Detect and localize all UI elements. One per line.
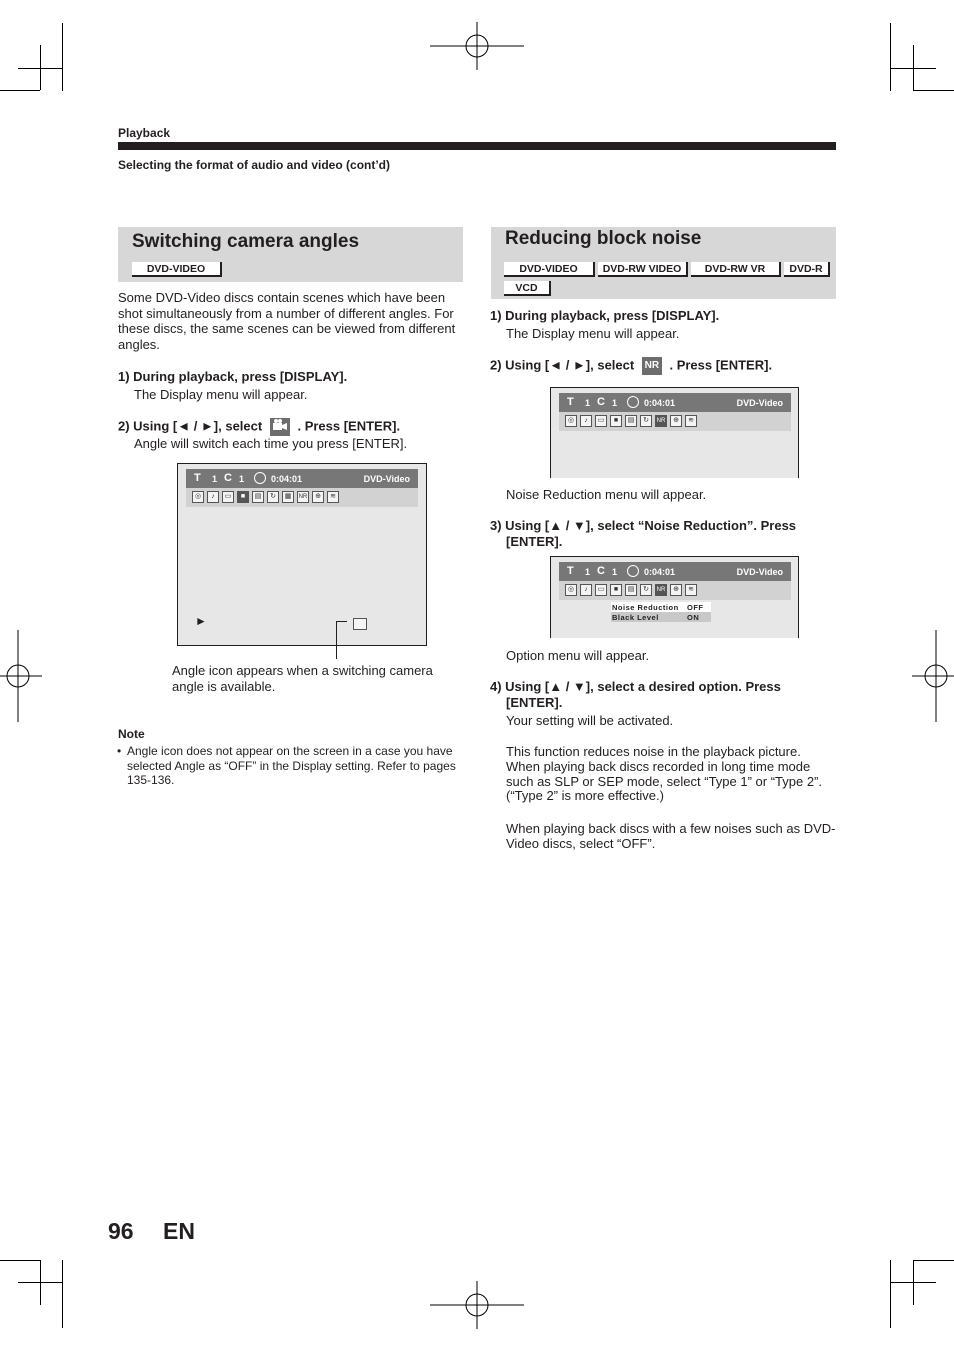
nr-icon: NR xyxy=(297,491,309,503)
note-heading: Note xyxy=(118,727,145,741)
clock-icon xyxy=(254,472,266,484)
osd-icon-bar xyxy=(559,412,791,431)
settings-icon: ≋ xyxy=(685,415,697,427)
settings-icon: ≋ xyxy=(327,491,339,503)
page-number: 96 xyxy=(108,1218,134,1244)
audio-icon: ♪ xyxy=(580,584,592,596)
screen-icon: ▭ xyxy=(595,415,607,427)
audio-icon: ♪ xyxy=(207,491,219,503)
right-step2-text: 2) Using [◄ / ►], select xyxy=(490,357,635,373)
ab-repeat-icon: ▦ xyxy=(282,491,294,503)
title-icon: T xyxy=(194,472,201,484)
nr-icon: NR xyxy=(642,357,662,375)
menu-row-noise-reduction[interactable] xyxy=(611,602,711,612)
osd-title-number: 1 xyxy=(585,398,591,408)
leader-line xyxy=(336,621,337,659)
note-text: Angle icon does not appear on the screen in a case you have selected Angle as “OFF” in the Display setting. Refer to pages 135-136. xyxy=(127,744,456,787)
left-section-title: Switching camera angles xyxy=(132,231,360,252)
left-step2 xyxy=(118,418,400,436)
left-step1-sub: The Display menu will appear. xyxy=(134,387,308,402)
repeat-icon: ↻ xyxy=(267,491,279,503)
menu-row1-value: OFF xyxy=(687,603,704,612)
badge-dvd-r: DVD-R xyxy=(784,262,830,277)
osd-info-bar xyxy=(559,562,791,581)
osd-chapter-number: 1 xyxy=(612,398,618,408)
title-icon: T xyxy=(567,565,574,577)
left-intro: Some DVD-Video discs contain scenes which have been shot simultaneously from a number of different angles. For these discs, the same scenes can be viewed from different angles. xyxy=(118,290,456,352)
angle-indicator-icon xyxy=(353,618,367,630)
right-osd-screen-1 xyxy=(550,387,799,478)
nr-icon: NR xyxy=(655,584,667,596)
left-step2-text: 2) Using [◄ / ►], select xyxy=(118,418,263,434)
osd-disc-type: DVD-Video xyxy=(736,567,783,577)
clock-icon xyxy=(627,565,639,577)
marker-icon: ▤ xyxy=(625,415,637,427)
angle-icon: ■ xyxy=(610,415,622,427)
zoom-icon: ⊕ xyxy=(312,491,324,503)
registration-mark-top xyxy=(430,22,524,70)
chapter-icon: C xyxy=(597,565,605,577)
subtitle-icon: ◎ xyxy=(192,491,204,503)
osd-icon-bar xyxy=(559,581,791,600)
right-para2: When playing back discs with a few noises such as DVD-Video discs, select “OFF”. xyxy=(506,821,836,851)
right-section-title: Reducing block noise xyxy=(505,228,702,249)
left-step1: 1) During playback, press [DISPLAY]. xyxy=(118,369,348,384)
subtitle-icon: ◎ xyxy=(565,584,577,596)
title-icon: T xyxy=(567,396,574,408)
zoom-icon: ⊕ xyxy=(670,415,682,427)
registration-mark-bottom xyxy=(430,1281,524,1329)
subsection-label: Selecting the format of audio and video (cont’d) xyxy=(118,158,391,172)
settings-icon: ≋ xyxy=(685,584,697,596)
repeat-icon: ↻ xyxy=(640,415,652,427)
right-step3-line2: [ENTER]. xyxy=(506,534,563,549)
left-step2-sub: Angle will switch each time you press [ENTER]. xyxy=(134,436,408,451)
zoom-icon: ⊕ xyxy=(670,584,682,596)
angle-icon xyxy=(270,418,290,436)
right-step4-line2: [ENTER]. xyxy=(506,695,563,710)
registration-mark-right xyxy=(912,630,954,722)
chapter-icon: C xyxy=(597,396,605,408)
osd-info-bar xyxy=(559,393,791,412)
right-after-screen2: Option menu will appear. xyxy=(506,648,650,663)
angle-icon: ■ xyxy=(237,491,249,503)
right-step3-line1: 3) Using [▲ / ▼], select “Noise Reduction”. Press xyxy=(490,518,797,533)
angle-icon: ■ xyxy=(610,584,622,596)
right-step1: 1) During playback, press [DISPLAY]. xyxy=(490,308,720,323)
note-bullet: • xyxy=(117,744,122,758)
osd-title-number: 1 xyxy=(585,567,591,577)
osd-time: 0:04:01 xyxy=(271,474,303,484)
osd-icon-bar xyxy=(186,488,418,507)
right-step2-post: . Press [ENTER]. xyxy=(669,357,773,373)
osd-disc-type: DVD-Video xyxy=(363,474,410,484)
marker-icon: ▤ xyxy=(252,491,264,503)
badge-dvd-rw-video: DVD-RW VIDEO xyxy=(598,262,688,277)
right-step4-sub: Your setting will be activated. xyxy=(506,713,674,728)
right-step4-line1: 4) Using [▲ / ▼], select a desired option. Press xyxy=(490,679,781,694)
audio-icon: ♪ xyxy=(580,415,592,427)
menu-row2-value: ON xyxy=(687,613,700,622)
osd-chapter-number: 1 xyxy=(239,474,245,484)
menu-row1-label: Noise Reduction xyxy=(612,603,679,612)
header-rule xyxy=(118,142,836,150)
chapter-icon: C xyxy=(224,472,232,484)
screen-icon: ▭ xyxy=(222,491,234,503)
registration-mark-left xyxy=(0,630,42,722)
badge-dvd-video: DVD-VIDEO xyxy=(132,262,222,277)
clock-icon xyxy=(627,396,639,408)
marker-icon: ▤ xyxy=(625,584,637,596)
badge-vcd: VCD xyxy=(504,281,551,296)
language-label: EN xyxy=(163,1218,195,1244)
noise-reduction-menu xyxy=(611,602,711,622)
section-label: Playback xyxy=(118,126,171,140)
subtitle-icon: ◎ xyxy=(565,415,577,427)
osd-chapter-number: 1 xyxy=(612,567,618,577)
osd-title-number: 1 xyxy=(212,474,218,484)
right-step2 xyxy=(490,357,772,375)
menu-row2-label: Black Level xyxy=(612,613,659,622)
osd-info-bar xyxy=(186,469,418,488)
play-icon: ► xyxy=(195,614,207,628)
leader-line-tick xyxy=(336,621,347,622)
right-step1-sub: The Display menu will appear. xyxy=(506,326,680,341)
osd-disc-type: DVD-Video xyxy=(736,398,783,408)
menu-row-black-level[interactable] xyxy=(611,612,711,622)
screen-icon: ▭ xyxy=(595,584,607,596)
left-step2-post: . Press [ENTER]. xyxy=(297,418,401,434)
right-after-screen1: Noise Reduction menu will appear. xyxy=(506,487,707,502)
left-caption: Angle icon appears when a switching camera angle is available. xyxy=(172,663,433,694)
badge-dvd-video: DVD-VIDEO xyxy=(504,262,595,277)
badge-dvd-rw-vr: DVD-RW VR xyxy=(691,262,781,277)
left-osd-screen xyxy=(177,463,427,646)
right-para1: This function reduces noise in the playback picture. When playing back discs recorded in long time mode such as SLP or SEP mode, select “Type 1” or “Type 2”. (“Type 2” is more effective.) xyxy=(506,744,822,804)
osd-time: 0:04:01 xyxy=(644,567,676,577)
right-osd-screen-2 xyxy=(550,556,799,638)
repeat-icon: ↻ xyxy=(640,584,652,596)
nr-icon: NR xyxy=(655,415,667,427)
osd-time: 0:04:01 xyxy=(644,398,676,408)
